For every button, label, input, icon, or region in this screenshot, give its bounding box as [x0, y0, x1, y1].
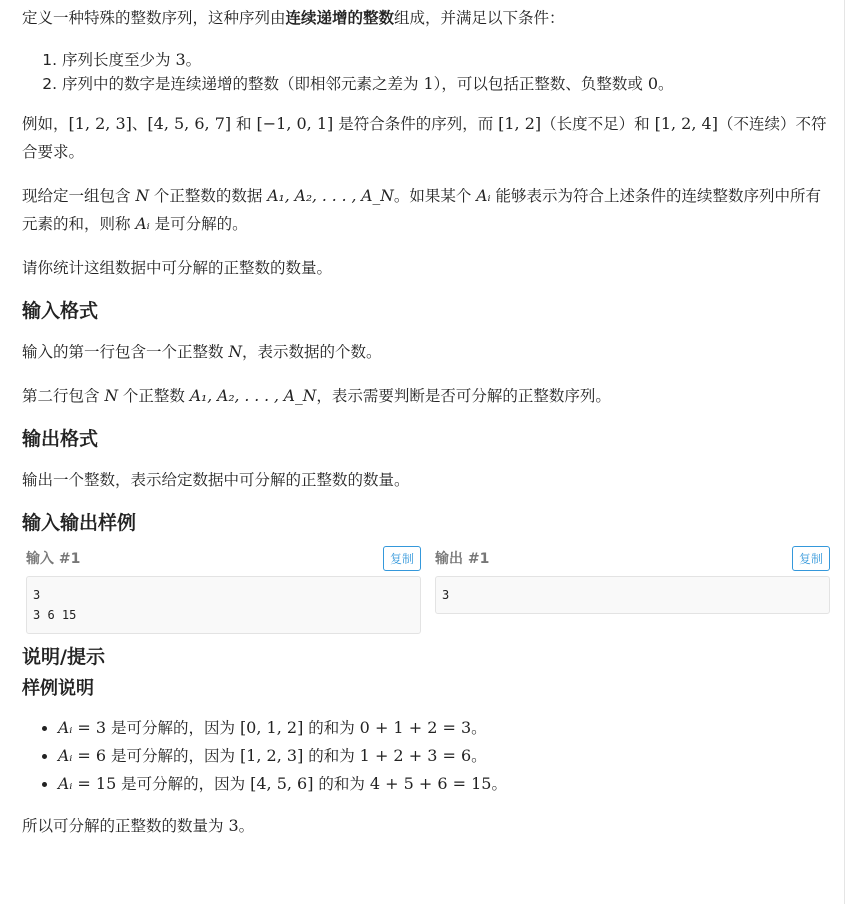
text-segment: 例如，: [22, 115, 69, 133]
text-segment: 能够表示为符合上述条件的连续整数序列中所有元素的和，则称: [22, 187, 821, 233]
math-expression: [0, 1, 2]: [239, 718, 304, 737]
math-variable: A₁, A₂, . . . , A_N: [189, 387, 317, 405]
text-segment: ，表示数据的个数。: [242, 343, 382, 361]
sample-output: [431, 544, 830, 634]
math-expression: 0 + 1 + 2 = 3: [359, 718, 472, 737]
math-variable: Aᵢ: [58, 719, 73, 737]
math-variable: N: [104, 387, 118, 405]
conditions-list: [22, 48, 830, 96]
bold-text: 连续递增的整数: [285, 9, 395, 27]
text-segment: 是符合条件的序列，而: [333, 115, 499, 133]
text-segment: 序列中的数字是连续递增的整数（即相邻元素之差为: [62, 75, 424, 93]
text-segment: 请你统计这组数据中可分解的正整数的数量。: [22, 259, 333, 277]
condition-item: [62, 72, 830, 96]
math-expression: = 6: [72, 746, 107, 765]
text-segment: 输出一个整数，表示给定数据中可分解的正整数的数量。: [22, 471, 410, 489]
intro-paragraph: [22, 4, 830, 32]
sample-input-content[interactable]: 3 3 6 15: [26, 576, 421, 634]
text-segment: ，表示需要判断是否可分解的正整数序列。: [316, 387, 611, 405]
sample-explanation-heading: 样例说明: [22, 678, 94, 699]
text-segment: 。: [185, 51, 202, 69]
text-segment: 。: [238, 817, 255, 835]
math-expression: = 15: [72, 774, 117, 793]
text-segment: 是可分解的，因为: [116, 775, 251, 793]
text-segment: 。: [471, 747, 487, 765]
task-paragraph: [22, 254, 830, 282]
text-segment: 。: [658, 75, 674, 93]
text-segment: （长度不足）和: [541, 115, 655, 133]
text-segment: （不连续）不符合要求。: [22, 115, 827, 161]
text-segment: 。: [491, 775, 507, 793]
text-segment: 、: [131, 115, 148, 133]
input-line-2: [22, 382, 830, 410]
math-expression: [1, 2, 3]: [239, 746, 304, 765]
math-expression: 3: [228, 816, 239, 835]
text-segment: 所以可分解的正整数的数量为: [22, 817, 229, 835]
text-segment: 组成，并满足以下条件：: [394, 9, 565, 27]
text-segment: 现给定一组包含: [22, 187, 136, 205]
text-segment: 序列长度至少为: [62, 51, 176, 69]
explanation-list: [22, 714, 830, 798]
conclusion-paragraph: [22, 812, 830, 840]
explanation-item: [58, 714, 830, 742]
math-variable: Aᵢ: [58, 775, 73, 793]
math-expression: [1, 2, 3]: [68, 114, 132, 133]
text-segment: 第二行包含: [22, 387, 105, 405]
text-segment: ），可以包括正整数、负整数或: [433, 75, 648, 93]
sample-output-title: 输出 #1: [435, 551, 490, 567]
math-variable: Aᵢ: [135, 215, 150, 233]
copy-input-button[interactable]: 复制: [383, 546, 421, 571]
math-expression: [4, 5, 6, 7]: [147, 114, 232, 133]
text-segment: 的和为: [303, 747, 360, 765]
math-variable: Aᵢ: [58, 747, 73, 765]
text-segment: 。如果某个: [393, 187, 477, 205]
math-expression: 1: [423, 74, 434, 93]
copy-output-button[interactable]: 复制: [792, 546, 830, 571]
text-segment: 个正整数: [118, 387, 190, 405]
hint-heading: 说明/提示: [22, 646, 105, 668]
math-expression: 3: [175, 50, 186, 69]
text-segment: 定义一种特殊的整数序列，这种序列由: [22, 9, 286, 27]
given-paragraph: [22, 182, 830, 238]
input-format-heading: 输入格式: [22, 300, 99, 322]
sample-input: [22, 544, 421, 634]
math-expression: 1 + 2 + 3 = 6: [359, 746, 472, 765]
text-segment: 是可分解的，因为: [106, 747, 240, 765]
sample-input-title: 输入 #1: [26, 551, 81, 567]
math-expression: [−1, 0, 1]: [256, 114, 334, 133]
math-expression: [1, 2, 4]: [654, 114, 718, 133]
math-expression: = 3: [72, 718, 107, 737]
math-expression: [4, 5, 6]: [250, 774, 314, 793]
condition-item: [62, 48, 830, 72]
text-segment: 个正整数的数据: [149, 187, 268, 205]
math-expression: [1, 2]: [498, 114, 542, 133]
math-expression: 4 + 5 + 6 = 15: [369, 774, 492, 793]
output-format-heading: 输出格式: [22, 428, 99, 450]
text-segment: 。: [471, 719, 487, 737]
text-segment: 的和为: [303, 719, 360, 737]
text-segment: 的和为: [313, 775, 370, 793]
explanation-item: [58, 770, 830, 798]
explanation-item: [58, 742, 830, 770]
example-paragraph: [22, 110, 830, 166]
math-expression: 0: [647, 74, 658, 93]
samples-heading: 输入输出样例: [22, 512, 137, 534]
math-variable: N: [135, 187, 149, 205]
input-line-1: [22, 338, 830, 366]
text-segment: 输入的第一行包含一个正整数: [22, 343, 229, 361]
sample-output-content[interactable]: 3: [435, 576, 830, 614]
math-variable: Aᵢ: [476, 187, 491, 205]
output-line-1: [22, 466, 830, 494]
math-variable: N: [228, 343, 242, 361]
text-segment: 和: [231, 115, 257, 133]
math-variable: A₁, A₂, . . . , A_N: [267, 187, 394, 205]
text-segment: 是可分解的。: [149, 215, 248, 233]
text-segment: 是可分解的，因为: [106, 719, 240, 737]
samples: [22, 544, 830, 634]
